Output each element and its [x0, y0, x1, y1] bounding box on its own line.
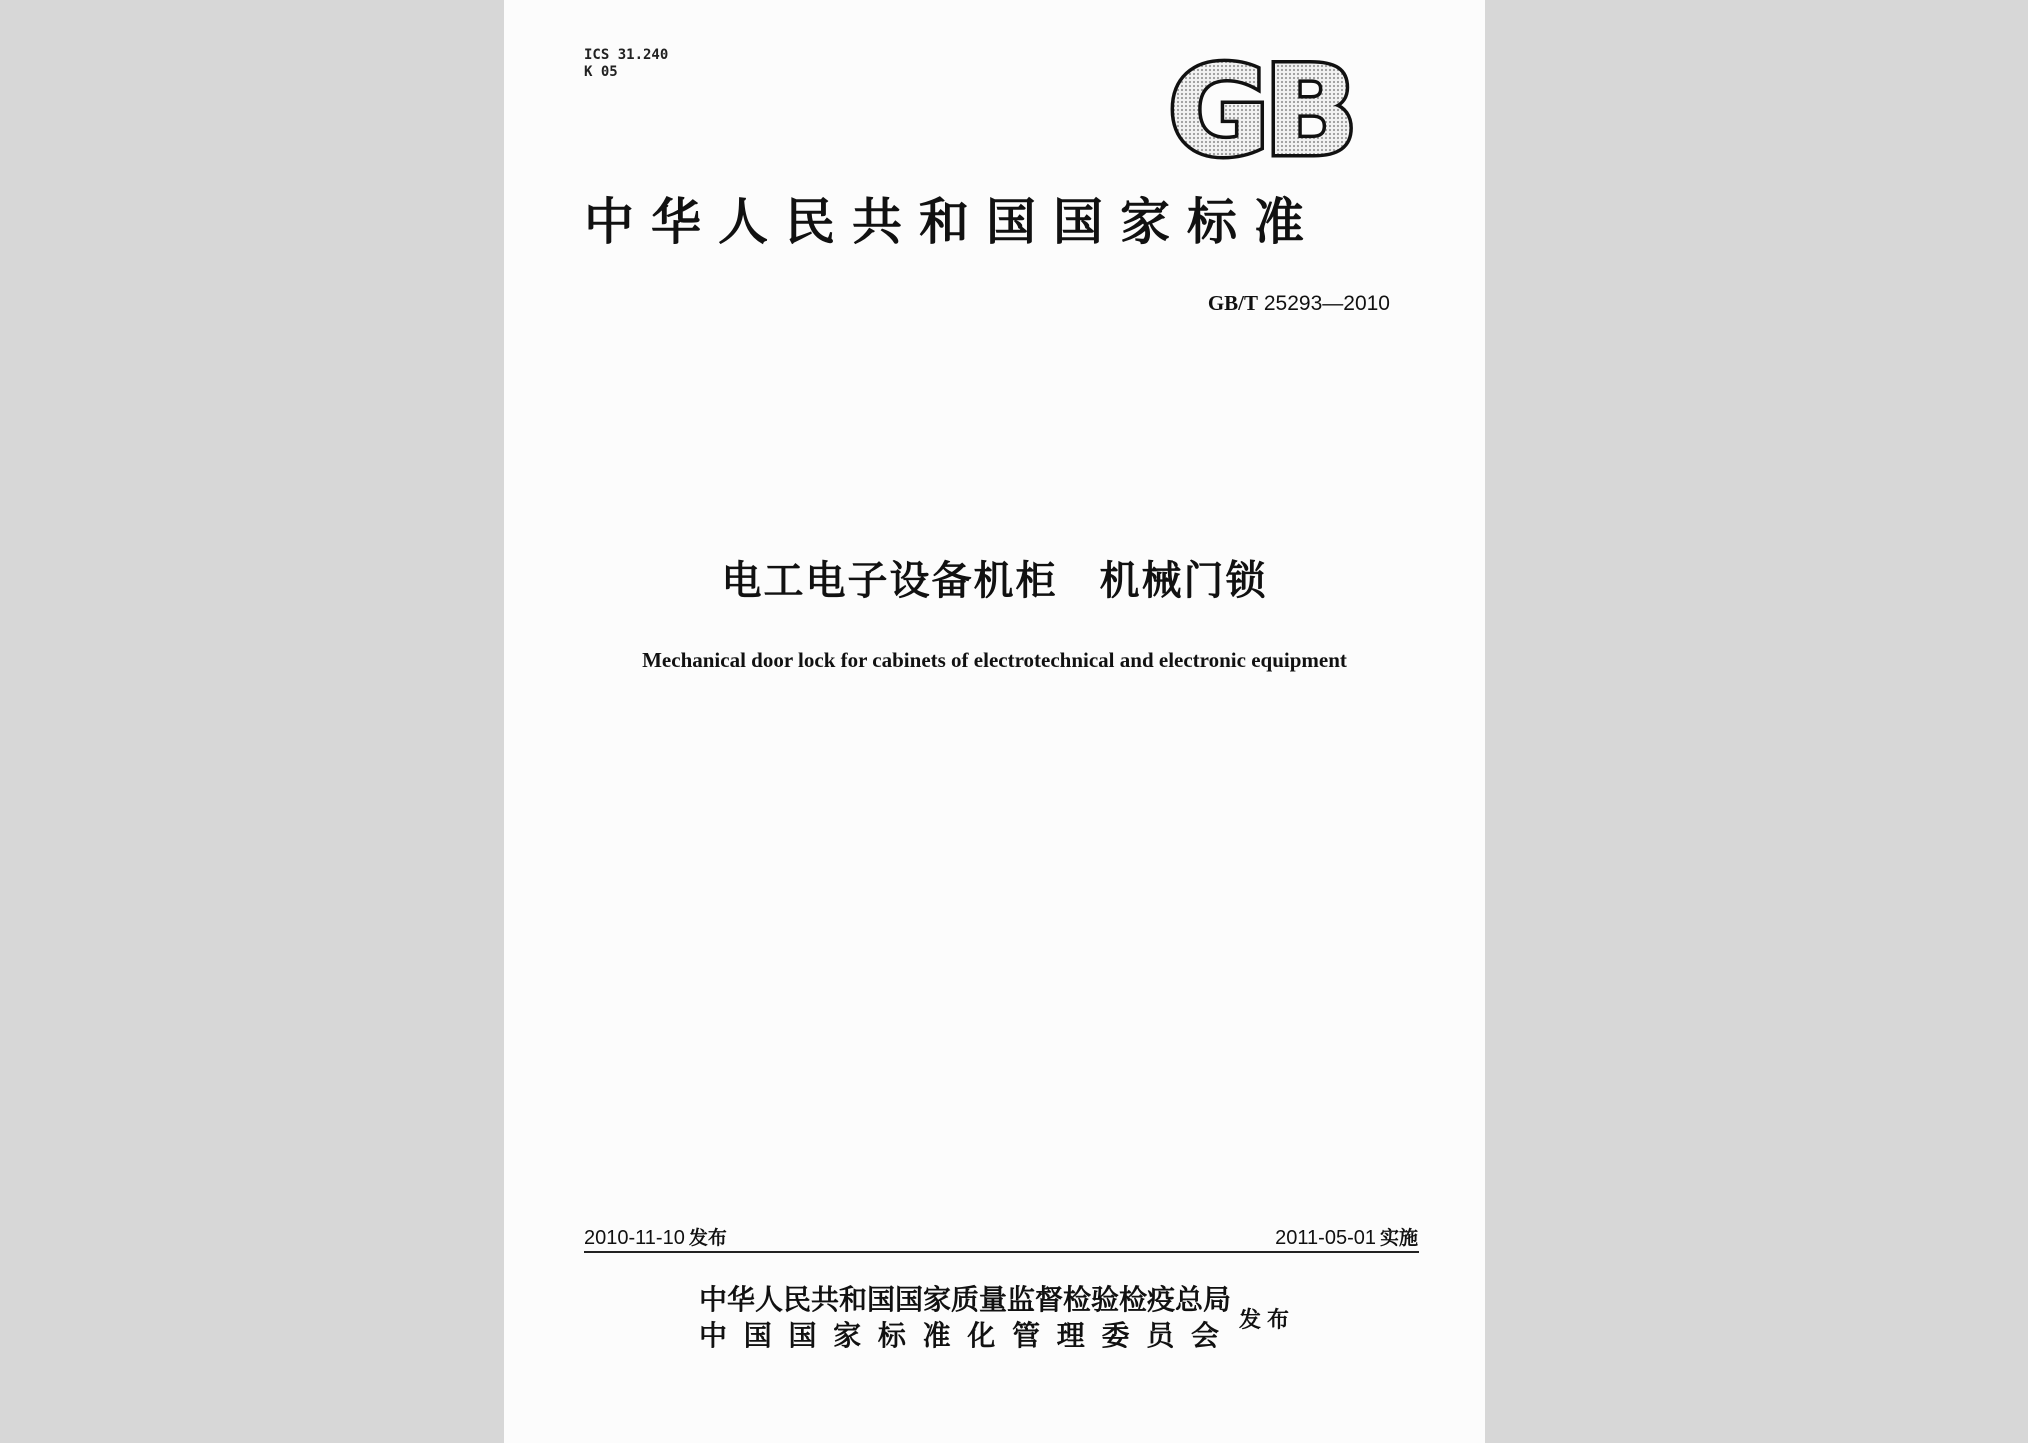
document-title-cn: 电工电子设备机柜 机械门锁 [721, 558, 1268, 604]
svg-text:GB: GB [1167, 56, 1353, 164]
release-date-value: 2010-11-10 [584, 1227, 685, 1249]
standard-code [1208, 291, 1390, 316]
standard-code-number: 25293—2010 [1263, 292, 1390, 315]
implementation-date [1275, 1223, 1418, 1250]
ccs-code: K 05 [584, 64, 618, 80]
implementation-label: 实施 [1379, 1227, 1418, 1249]
issue-action-label: 发布 [1239, 1307, 1296, 1333]
release-date [584, 1223, 727, 1250]
document-page [504, 0, 1485, 1443]
standard-code-prefix: GB/T [1207, 291, 1259, 315]
implementation-date-value: 2011-05-01 [1275, 1227, 1376, 1249]
issuer-line-2: 中国国家标准化管理委员会 [699, 1319, 1219, 1352]
issuer-line-1: 中华人民共和国国家质量监督检验检疫总局 [699, 1283, 1232, 1316]
date-divider [584, 1251, 1419, 1253]
ics-code: ICS 31.240 [584, 47, 669, 63]
release-label: 发布 [688, 1227, 727, 1249]
document-title-en: Mechanical door lock for cabinets of electrotechnical and electronic equipment [642, 648, 1347, 672]
classification-codes [584, 47, 668, 81]
issuing-authorities [699, 1282, 1232, 1354]
gb-logo [1156, 56, 1364, 164]
national-standard-title: 中华人民共和国国家标准 [584, 192, 1321, 251]
